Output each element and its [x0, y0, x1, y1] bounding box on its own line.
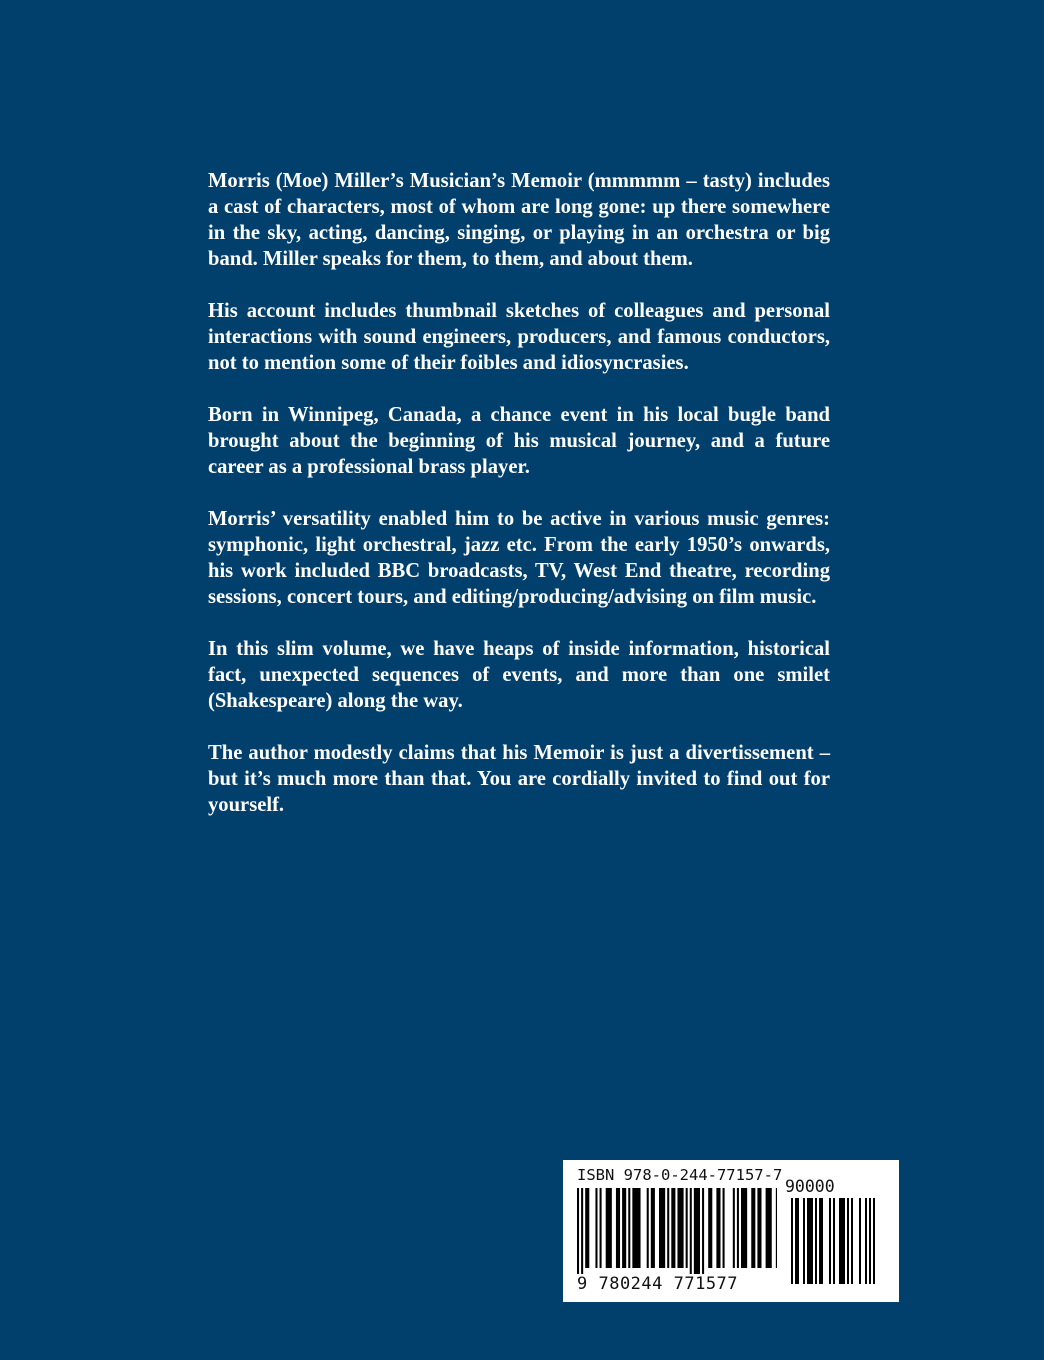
price-code: 90000 [785, 1177, 835, 1196]
main-barcode-icon [577, 1188, 777, 1274]
back-cover-blurb [208, 168, 830, 844]
blurb-paragraph-5: In this slim volume, we have heaps of inside information, historical fact, unexpected sequences of events, and more than one smilet (Shakespeare) along the way. [208, 638, 830, 712]
blurb-paragraph-1: Morris (Moe) Miller’s Musician’s Memoir (mmmmm – tasty) includes a cast of characters, most of whom are long gone: up there somewhere in the sky, acting, dancing, singing, or playing in an orchestra or big band. Miller speaks for them, to them, and about them. [208, 170, 830, 270]
blurb-paragraph-2: His account includes thumbnail sketches of colleagues and personal interactions with sound engineers, producers, and famous conductors, not to mention some of their foibles and idiosyncrasies. [208, 300, 830, 374]
blurb-paragraph-6: The author modestly claims that his Memoir is just a divertissement – but it’s much more than that. You are cordially invited to find out for yourself. [208, 742, 830, 816]
blurb-paragraph-4: Morris’ versatility enabled him to be active in various music genres: symphonic, light orchestral, jazz etc. From the early 1950’s onwards, his work included BBC broadcasts, TV, West End theatre, recording sessions, concert tours, and editing/producing/advising on film music. [208, 508, 830, 608]
blurb-paragraph-3: Born in Winnipeg, Canada, a chance event in his local bugle band brought about the beginning of his musical journey, and a future career as a professional brass player. [208, 404, 830, 478]
addon-barcode-icon [791, 1198, 883, 1286]
barcode-digits: 9 780244 771577 [577, 1274, 739, 1294]
isbn-label: ISBN 978-0-244-77157-7 [577, 1166, 783, 1184]
isbn-barcode-box [563, 1160, 899, 1302]
